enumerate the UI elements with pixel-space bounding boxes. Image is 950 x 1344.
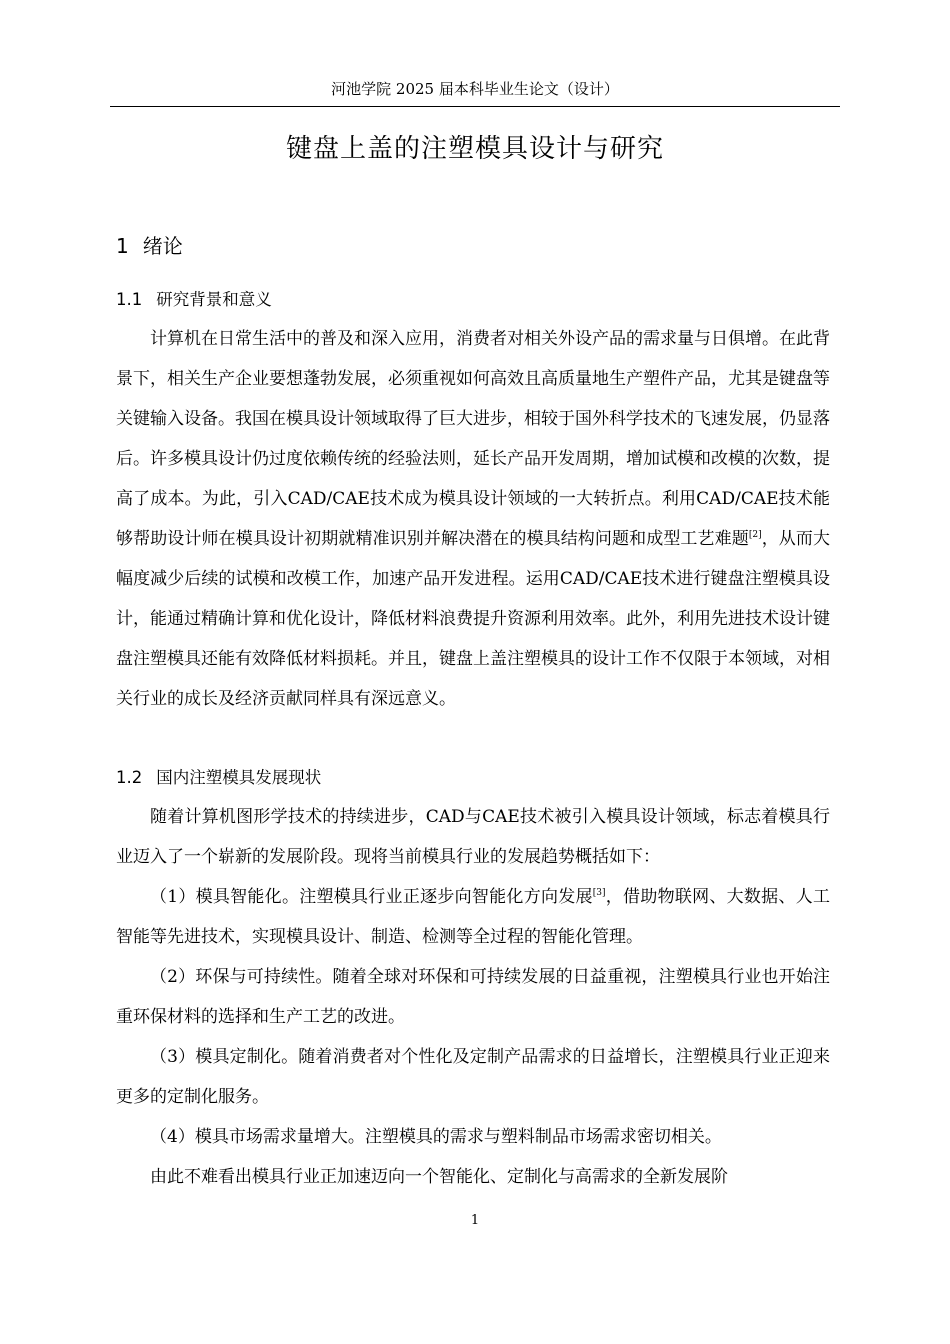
running-header: 河池学院 2025 届本科毕业生论文（设计） (331, 80, 619, 98)
list-item-1 (116, 877, 830, 957)
citation-ref: [2] (748, 530, 762, 540)
list-item-4: （4）模具市场需求量增大。注塑模具的需求与塑料制品市场需求密切相关。 (150, 1127, 722, 1147)
paragraph-background (116, 319, 830, 719)
list-item-text: ，借助物联网、大数据、人工智能等先进技术，实现模具设计、制造、检测等全过程的智能化管理。 (116, 887, 830, 947)
page-number: 1 (470, 1213, 480, 1228)
paragraph-text: ，从而大幅度减少后续的试模和改模工作，加速产品开发进程。运用CAD/CAE技术进行键盘注塑模具设计，能通过精确计算和优化设计，降低材料浪费提升资源利用效率。此外，利用先进技术设计键盘注塑模具还能有效降低材料损耗。并且，键盘上盖注塑模具的设计工作不仅限于本领域，对相关行业的成长及经济贡献同样具有深远意义。 (116, 529, 831, 709)
subsection-heading-1-2 (116, 766, 321, 790)
paragraph-text: 计算机在日常生活中的普及和深入应用，消费者对相关外设产品的需求量与日俱增。在此背景下，相关生产企业要想蓬勃发展，必须重视如何高效且高质量地生产塑件产品，尤其是键盘等关键输入设备。我国在模具设计领域取得了巨大进步，相较于国外科学技术的飞速发展，仍显落后。许多模具设计仍过度依赖传统的经验法则，延长产品开发周期，增加试模和改模的次数，提高了成本。为此，引入CAD/CAE技术成为模具设计领域的一大转折点。利用CAD/CAE技术能够帮助设计师在模具设计初期就精准识别并解决潜在的模具结构问题和成型工艺难题 (116, 329, 830, 549)
citation-ref: [3] (592, 888, 606, 898)
subsection-number: 1.1 (116, 290, 143, 309)
list-item-3: （3）模具定制化。随着消费者对个性化及定制产品需求的日益增长，注塑模具行业正迎来更多的定制化服务。 (116, 1047, 830, 1107)
list-item-text: （1）模具智能化。注塑模具行业正逐步向智能化方向发展 (150, 887, 593, 907)
paragraph-status: 随着计算机图形学技术的持续进步，CAD与CAE技术被引入模具设计领域，标志着模具行业迈入了一个崭新的发展阶段。现将当前模具行业的发展趋势概括如下： (116, 807, 830, 867)
section-heading-1 (116, 232, 183, 260)
list-item-2: （2）环保与可持续性。随着全球对环保和可持续发展的日益重视，注塑模具行业也开始注重环保材料的选择和生产工艺的改进。 (116, 967, 830, 1027)
header-rule (110, 106, 840, 107)
paragraph-conclusion: 由此不难看出模具行业正加速迈向一个智能化、定制化与高需求的全新发展阶 (150, 1167, 728, 1187)
subsection-title: 国内注塑模具发展现状 (156, 768, 322, 787)
subsection-heading-1-1 (116, 288, 272, 312)
subsection-number: 1.2 (116, 768, 143, 787)
paper-title: 键盘上盖的注塑模具设计与研究 (285, 134, 664, 164)
section-number: 1 (116, 234, 129, 258)
section-title: 绪论 (142, 234, 183, 258)
subsection-title: 研究背景和意义 (156, 290, 272, 309)
